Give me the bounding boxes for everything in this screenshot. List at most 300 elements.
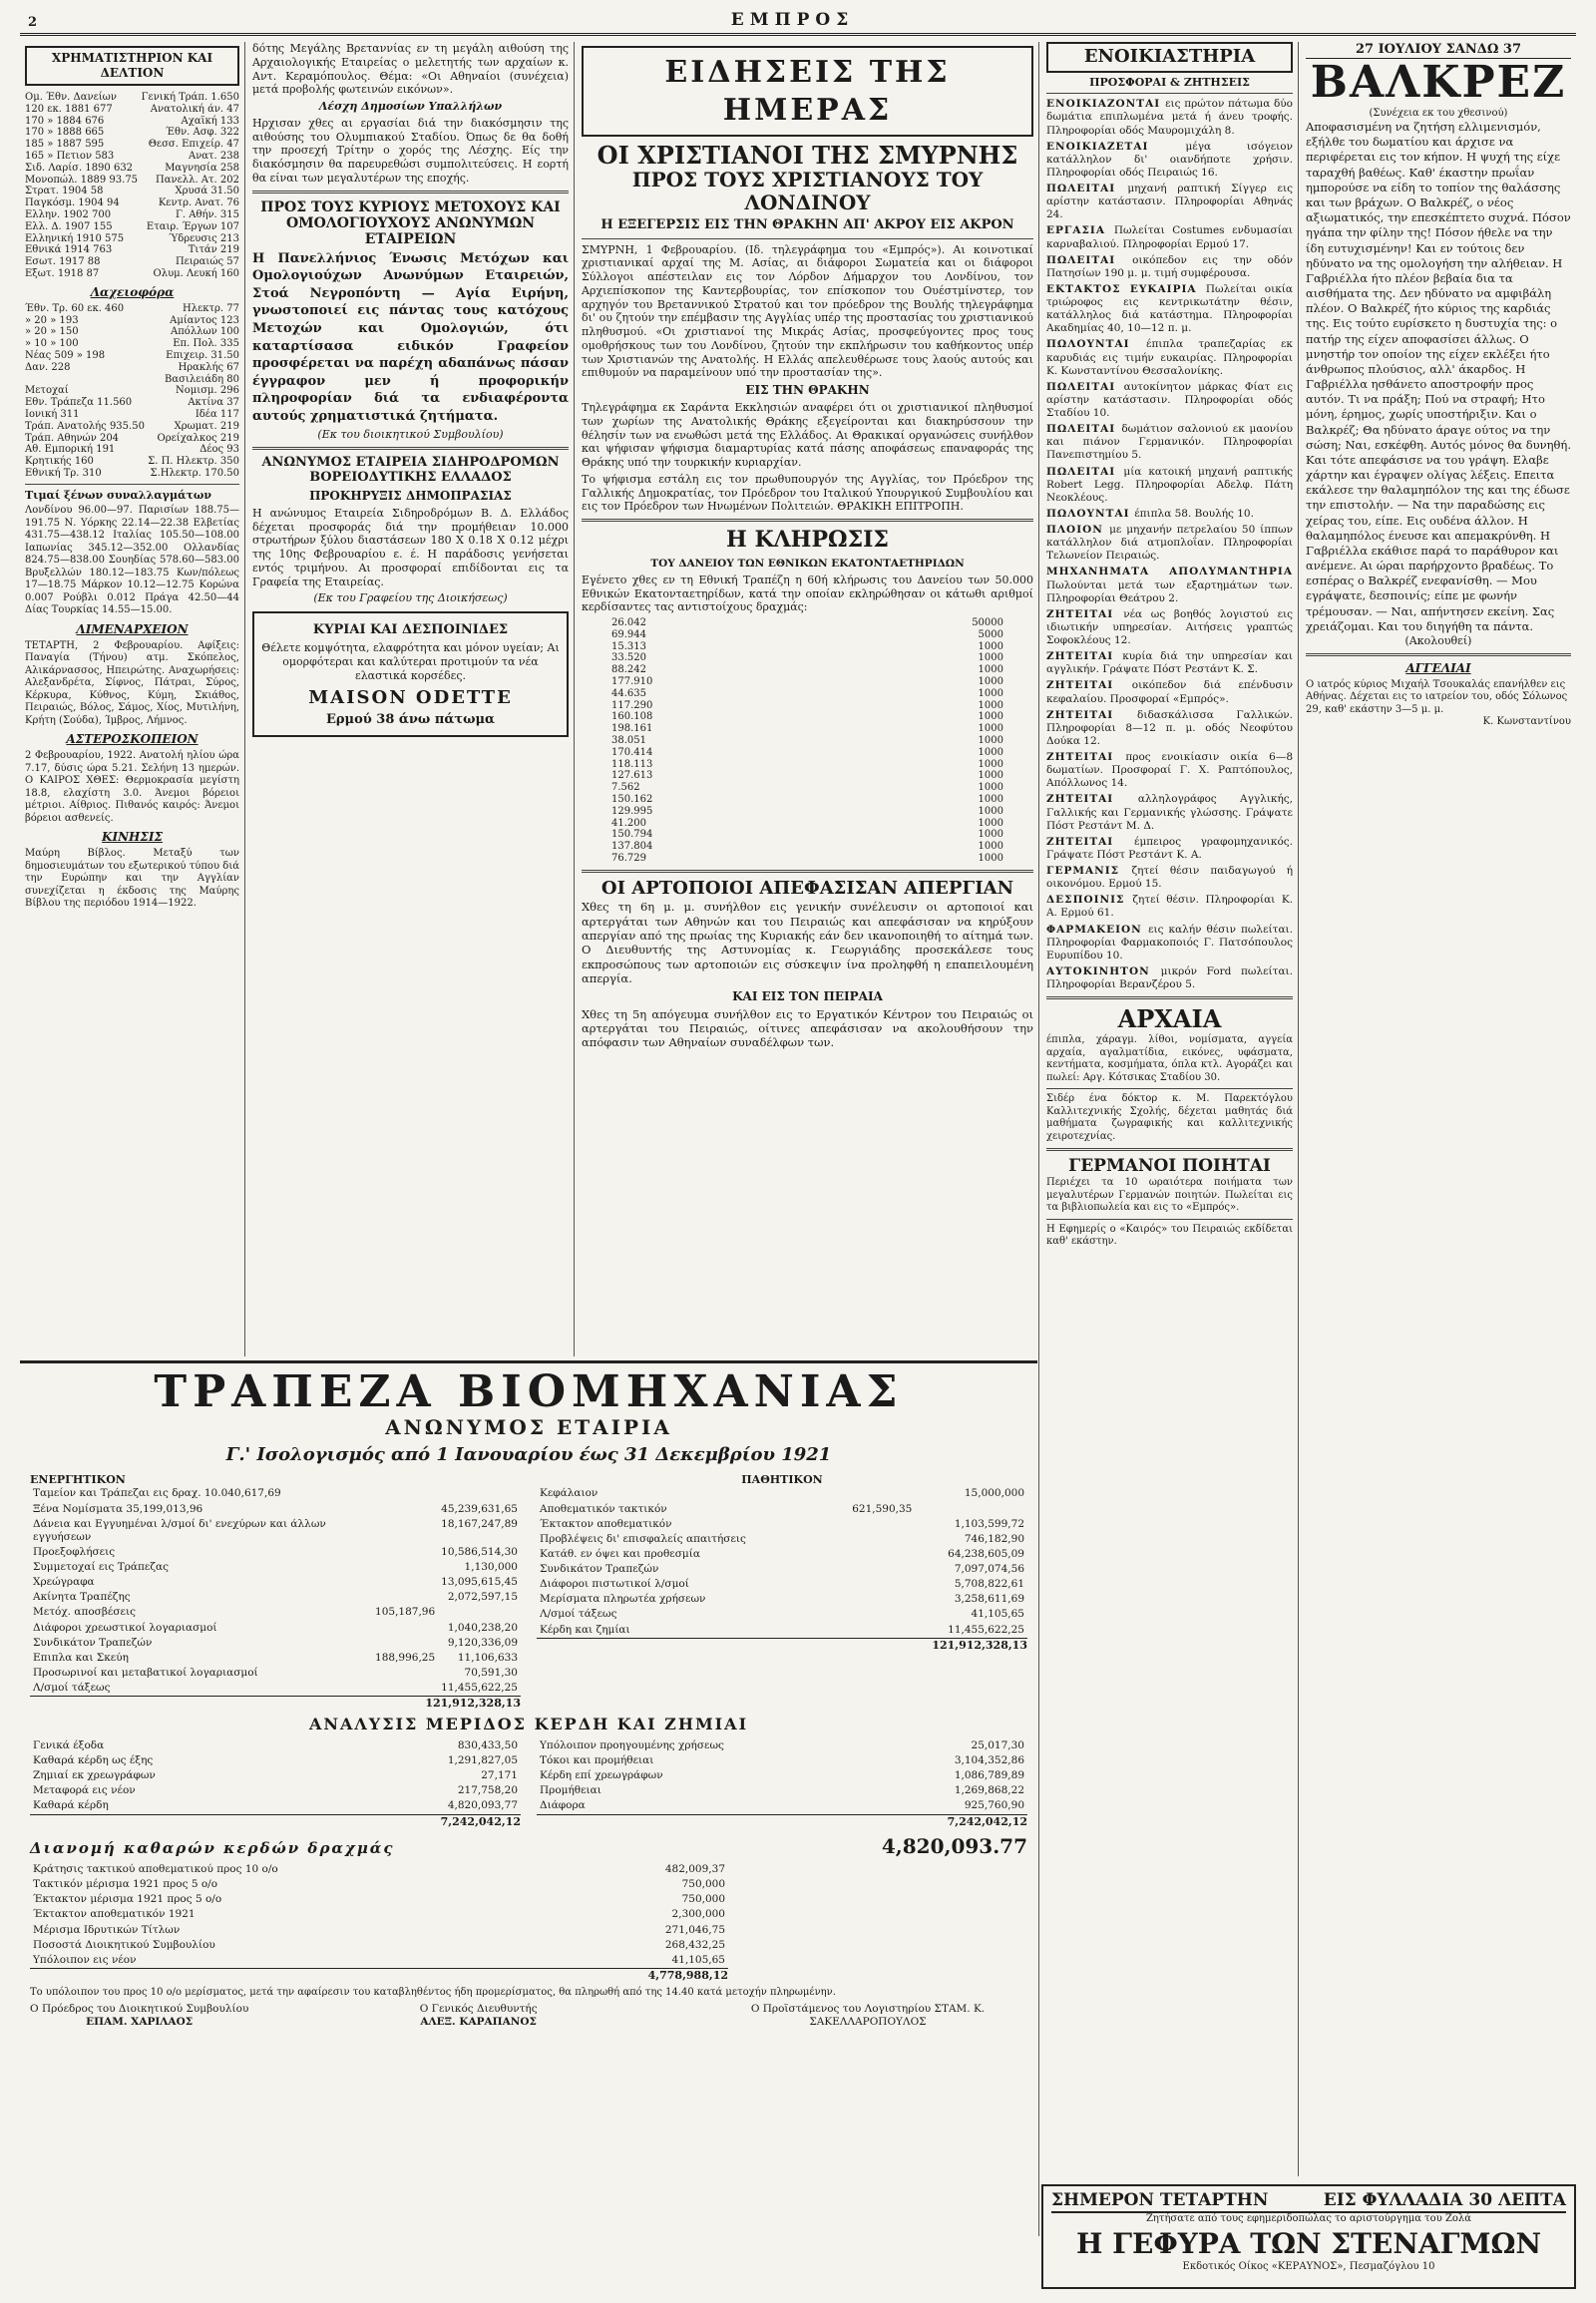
classified-ad-text: οικόπεδον διά επένδυσιν κεφαλαίου. Προσφοραί «Εμπρός». — [1046, 679, 1293, 705]
corset-ad-text: Θέλετε κομψότητα, ελαφρότητα και μόνον υγείαν; Αι ομορφότεραι και καλύτεραι προτιμούν τα νέα ελαστικά κορσέδες. — [261, 641, 560, 682]
classified-ad — [1046, 466, 1293, 505]
lottery-row-cell: 69.944 — [611, 628, 646, 640]
classified-ad-text: έπιπλα 58. Βουλής 10. — [1134, 507, 1254, 520]
classified-ad-title: ΖΗΤΕΙΤΑΙ — [1046, 650, 1123, 663]
classified-ad-title: ΖΗΤΕΙΤΑΙ — [1046, 679, 1132, 692]
lottery-row — [611, 794, 1003, 806]
classifieds-header: ΕΝΟΙΚΙΑΣΤΗΡΙΑ — [1046, 42, 1293, 73]
bond-row-cell: Πανελλ. Ατ. 202 — [156, 174, 239, 186]
distribution-row-cell: Έκτακτον αποθεματικόν 1921 — [33, 1908, 196, 1921]
pl-debit-row — [30, 1798, 521, 1813]
share-row — [25, 362, 239, 374]
pl-debit — [30, 1738, 521, 1828]
classified-ad-title: ΕΡΓΑΣΙΑ — [1046, 224, 1114, 237]
liability-row-cell — [825, 1547, 915, 1562]
lottery-row — [611, 676, 1003, 688]
markets-heading: ΧΡΗΜΑΤΙΣΤΗΡΙΟΝ ΚΑΙ ΔΕΛΤΙΟΝ — [25, 46, 239, 86]
corset-ad-address: Ερμού 38 άνω πάτωμα — [326, 712, 495, 727]
bond-row — [25, 175, 239, 187]
classified-ad-title: ΠΩΛΕΙΤΑΙ — [1046, 183, 1128, 194]
share-prices-list — [25, 303, 239, 480]
asset-row-cell: 9,120,336,09 — [447, 1636, 518, 1649]
bond-row-cell: 170 » 1884 676 — [25, 115, 105, 127]
share-row-cell: Σ.Ηλεκτρ. 170.50 — [150, 467, 239, 479]
bond-row-cell: Εξωτ. 1918 87 — [25, 267, 100, 279]
pl-credit-total: 7,242,042,12 — [537, 1814, 1027, 1829]
lottery-row — [611, 747, 1003, 759]
lottery-row — [611, 664, 1003, 676]
classified-ad — [1046, 608, 1293, 647]
bond-row-cell: Εθνικά 1914 763 — [25, 244, 113, 256]
bond-row-cell: Θεσσ. Επιχείρ. 47 — [148, 139, 239, 151]
antiques-title: ΑΡΧΑΙΑ — [1117, 1004, 1222, 1034]
liabilities-total: 121,912,328,13 — [537, 1638, 1027, 1653]
bond-prices-list — [25, 92, 239, 280]
classified-ad — [1046, 524, 1293, 563]
bridge-ad-date: ΣΗΜΕΡΟΝ ΤΕΤΑΡΤΗΝ — [1051, 2190, 1269, 2210]
bond-row-cell: Τιτάν 219 — [188, 244, 239, 256]
classified-ad — [1046, 183, 1293, 221]
share-row-cell: Ιδέα 117 — [195, 408, 239, 420]
share-row-cell: Επιχειρ. 31.50 — [166, 349, 239, 361]
bakers-text: Χθες τη 6η μ. μ. συνήλθον εις γενικήν συνέλευσιν οι αρτοποιοί και αρτεργάται των Αθηνών και του Πειραιώς και απεφάσισαν να κηρύξουν απεργίαν από της πρωίας της Κυριακής εάν δεν ικανοποιηθή το αίτημά των. Ο Διευθυντής της Αστυνομίας κ. Γεωργιάδης προσεκάλεσε τους εκπροσώπους των αρτοποιών εις σύσκεψιν ίνα προληφθή η επαπειλουμένη απεργία. — [582, 900, 1033, 986]
share-row-cell: Εθνική Τρ. 310 — [25, 467, 102, 479]
classified-ad — [1046, 381, 1293, 420]
bridge-ad-foot: Εκδοτικός Οίκος «ΚΕΡΑΥΝΟΣ», Πεσμαζόγλου 10 — [1182, 2260, 1435, 2272]
bond-row-cell: Μαγνησία 258 — [165, 162, 239, 174]
pl-credit — [537, 1738, 1027, 1828]
lottery-row-cell: 1000 — [978, 723, 1003, 735]
lottery-title: Η ΚΛΗΡΩΣΙΣ — [726, 527, 889, 554]
lottery-row — [611, 652, 1003, 664]
asset-row-cell — [372, 1681, 438, 1696]
liability-row-cell: Αποθεματικόν τακτικόν — [540, 1502, 667, 1515]
liability-row-cell: 7,097,074,56 — [954, 1563, 1024, 1576]
classified-ad-text: νέα ως βοηθός λογιστού εις ιδιωτικήν υπηρεσίαν. Αιτήσεις γραπτώς Σοφοκλέους 12. — [1046, 607, 1294, 646]
asset-row — [30, 1636, 521, 1651]
share-row-cell: Τράπ. Ανατολής 935.50 — [25, 420, 145, 432]
asset-row-cell: Συμμετοχαί εις Τράπεζας — [33, 1561, 169, 1574]
classified-ad-text: Πωλείται οικία τριώροφος εις κεντρικωτάτην θέσιν, κατάλληλος διά κατάστημα. Πληροφορίαι Ακαδημίας 40, 10—12 π. μ. — [1046, 282, 1293, 335]
lottery-text: Εγένετο χθες εν τη Εθνική Τραπέζη η 60ή κλήρωσις του Δανείου των 50.000 Εθνικών Εκατονταετηρίδων, κατά την οποίαν εκληρώθησαν οι κάτωθι αριθμοί κερδίσαντες τας αντιστοίχους δραχμάς: — [582, 573, 1033, 614]
classified-ad — [1046, 751, 1293, 790]
distribution-row — [30, 1953, 728, 1968]
asset-row — [30, 1681, 521, 1696]
distribution-row — [30, 1923, 728, 1938]
lottery-row-cell: 15.313 — [611, 640, 646, 652]
pl-credit-row — [537, 1768, 1027, 1783]
liability-row-cell: Προβλέψεις δι' επισφαλείς απαιτήσεις — [540, 1532, 746, 1545]
pl-debit-row-cell: 4,820,093,77 — [447, 1799, 518, 1812]
liability-row-cell — [825, 1577, 915, 1592]
distribution-row — [30, 1862, 728, 1877]
distribution-row-cell: 750,000 — [681, 1878, 725, 1891]
distribution-row-cell: Κράτησις τακτικού αποθεματικού προς 10 ο/ο — [33, 1863, 278, 1876]
share-row-cell: Ηρακλής 67 — [178, 361, 239, 373]
share-row-cell: Χρωματ. 219 — [174, 420, 239, 432]
classified-ad-title: ΓΕΡΜΑΝΙΣ — [1046, 865, 1132, 877]
lottery-row-cell: 1000 — [978, 793, 1003, 805]
distribution-total: 4,778,988,12 — [30, 1968, 728, 1983]
asset-row-cell: Επιπλα και Σκεύη — [33, 1651, 129, 1664]
asset-row-cell: 1,040,238,20 — [447, 1621, 518, 1634]
lottery-row-cell: 33.520 — [611, 652, 646, 664]
bond-row-cell: Ελλην. 1902 700 — [25, 208, 112, 220]
classified-ad — [1046, 338, 1293, 377]
observatory-text: 2 Φεβρουαρίου, 1922. Ανατολή ηλίου ώρα 7.17, δύσις ώρα 5.21. Σελήνη 13 ημερών. Ο ΚΑΙΡΟΣ ΧΘΕΣ: Θερμοκρασία μεγίστη 18.8, ελαχίστη 3.0. Άνεμοι βόρειοι μέτριοι. Αίθριος. Πιθανός καιρός: Άνεμοι βόρειοι ασθενείς. — [25, 750, 239, 824]
share-row-cell: » 20 » 150 — [25, 326, 79, 338]
port-text: ΤΕΤΑΡΤΗ, 2 Φεβρουαρίου. Αφίξεις: Παναγία (Τήνου) ατμ. Σκόπελος, Αλικάρνασσος, Ηπειρώτης. Αναχωρήσεις: Αλεξανδρέτα, Σίφνος, Πάτραι, Σύρος, Κέρκυρα, Κύθνος, Κύμη, Σκιάθος, Πειραιώς, Βόλος, Σάμος, Χίος, Μυτιλήνη, Κρήτη (Σούδα), Ίμβρος, Λήμνος. — [25, 639, 239, 726]
lottery-row-cell: 1000 — [978, 770, 1003, 782]
bond-row-cell: Ύδρευσις 213 — [169, 232, 239, 244]
liability-row-cell: 1,103,599,72 — [954, 1517, 1024, 1530]
classified-ad-text: εις καλήν θέσιν πωλείται. Πληροφορίαι Φαρμακοποιός Γ. Πατσόπουλος Ευρυπίδου 10. — [1046, 923, 1293, 961]
liability-row-cell: 64,238,605,09 — [948, 1547, 1024, 1560]
bond-row-cell: Παγκόσμ. 1904 94 — [25, 197, 120, 209]
liability-row-cell: Συνδικάτον Τραπεζών — [540, 1563, 659, 1576]
asset-row-cell: 45,239,631,65 — [441, 1502, 518, 1515]
lottery-row-cell: 1000 — [978, 829, 1003, 841]
kairos-epilogue: Η Εφημερίς ο «Καιρός» του Πειραιώς εκδίδεται καθ' εκάστην. — [1046, 1223, 1293, 1248]
classified-ad-text: αυτοκίνητον μάρκας Φίατ εις αρίστην κατάστασιν. Πληροφορίαι οδός Σταδίου 10. — [1046, 380, 1293, 419]
observatory-heading: ΑΣΤΕΡΟΣΚΟΠΕΙΟΝ — [66, 732, 199, 747]
distribution-row-cell: Υπόλοιπον εις νέον — [33, 1953, 137, 1966]
asset-row-cell: Προεξοφλήσεις — [33, 1545, 116, 1558]
bond-row-cell: Εσωτ. 1917 88 — [25, 256, 101, 268]
share-row — [25, 409, 239, 421]
liability-row — [537, 1486, 1027, 1501]
bank-footnote: Το υπόλοιπον του προς 10 ο/ο μερίσματος, μετά την αφαίρεσιν του καταβληθέντος ήδη προμερίσματος, θα πληρωθή από της 14.40 κατά μετοχήν πληρωμένην. — [30, 1986, 836, 1998]
column-markets — [20, 42, 245, 1356]
lottery-subtitle: ΤΟΥ ΔΑΝΕΙΟΥ ΤΩΝ ΕΘΝΙΚΩΝ ΕΚΑΤΟΝΤΑΕΤΗΡΙΔΩΝ — [650, 557, 965, 570]
liability-row — [537, 1562, 1027, 1577]
lottery-row-cell: 1000 — [978, 664, 1003, 676]
lottery-row-cell: 1000 — [978, 734, 1003, 746]
asset-row-cell: 10,586,514,30 — [441, 1545, 518, 1558]
railway-notice-sign: (Εκ του Γραφείου της Διοικήσεως) — [313, 591, 508, 605]
bond-row-cell: Στρατ. 1904 58 — [25, 186, 104, 197]
thrace-story-cont: Το ψήφισμα εστάλη εις τον πρωθυπουργόν της Αγγλίας, τον Πρόεδρον της Γαλλικής Δημοκρατίας, τον Πρόεδρον του Ιταλικού Υπουργικού Συμβουλίου και εις τον Πρόεδρον των Ηνωμένων Πολιτειών. ΘΡΑΚΙΚΗ ΕΠΙΤΡΟΠΗ. — [582, 472, 1033, 514]
asset-row-cell — [372, 1486, 438, 1501]
classified-ad-text: μηχανή ραπτική Σίγγερ εις αρίστην κατάστασιν. Πληροφορίαι Αθηνάς 24. — [1046, 183, 1293, 221]
share-row-cell: Δαν. 228 — [25, 361, 71, 373]
pl-credit-row-cell: 925,760,90 — [964, 1799, 1024, 1812]
share-row — [25, 374, 239, 386]
asset-row — [30, 1590, 521, 1605]
asset-row-cell: Ακίνητα Τραπέζης — [33, 1591, 131, 1604]
share-row-cell: Βασιλειάδη 80 — [165, 373, 239, 385]
asset-row — [30, 1560, 521, 1575]
asset-row-cell — [372, 1621, 438, 1636]
distribution-row-cell: 750,000 — [681, 1893, 725, 1906]
column-notices — [247, 42, 575, 1356]
lottery-row — [611, 617, 1003, 629]
liability-row — [537, 1532, 1027, 1547]
pl-credit-row-cell: 1,086,789,89 — [954, 1769, 1024, 1782]
share-row-cell: Νομισμ. 296 — [176, 385, 239, 397]
bank-subtitle: ΑΝΩΝΥΜΟΣ ΕΤΑΙΡΙΑ — [385, 1415, 672, 1440]
classified-ad-title: ΠΩΛΕΙΤΑΙ — [1046, 465, 1124, 478]
share-row — [25, 397, 239, 409]
bond-row-cell: Εταιρ. Έργων 107 — [146, 220, 239, 232]
liability-row-cell: Έκτακτον αποθεματικόν — [540, 1517, 672, 1530]
classified-ad — [1046, 650, 1293, 676]
shareholders-notice-title: ΠΡΟΣ ΤΟΥΣ ΚΥΡΙΟΥΣ ΜΕΤΟΧΟΥΣ ΚΑΙ ΟΜΟΛΟΓΙΟΥΧΟΥΣ ΑΝΩΝΥΜΩΝ ΕΤΑΙΡΕΙΩΝ — [260, 198, 561, 247]
share-row — [25, 421, 239, 433]
signature-director-label: Ο Γενικός Διευθυντής — [419, 2003, 538, 2016]
liability-row-cell — [825, 1607, 915, 1622]
distribution-amount: 4,820,093.77 — [881, 1834, 1027, 1859]
classified-ad-title: ΖΗΤΕΙΤΑΙ — [1046, 835, 1135, 848]
bridge-ad-small: Ζητήσατε από τους εφημεριδοπώλας το αριστούργημα του Ζολά — [1145, 2213, 1472, 2225]
thrace-story: Τηλεγράφημα εκ Σαράντα Εκκλησιών αναφέρει ότι οι χριστιανικοί πληθυσμοί των χωρίων της Ανατολικής Θράκης εξεγείρονται και διακηρύσσουν την θέλησίν των να ενωθώσι μετά της Ελλάδος. Αι Θρακικαί οργανώσεις συνήλθον και ψήφισαν ψήφισμα διαμαρτυρίας κατά πάσης αποφάσεως επαναφοράς της Θράκης υπό την τουρκικήν κυριαρχίαν. — [582, 401, 1033, 470]
distribution-row-cell: 2,300,000 — [671, 1908, 725, 1921]
share-row — [25, 444, 239, 456]
newspaper-title: ΕΜΠΡΟΣ — [730, 9, 855, 30]
pl-credit-row-cell: 1,269,868,22 — [954, 1784, 1024, 1797]
asset-row-cell: 188,996,25 — [375, 1651, 436, 1664]
bond-row-cell: Πειραιώς 57 — [175, 256, 239, 268]
bond-row-cell: 120 εκ. 1881 677 — [25, 103, 113, 115]
share-row-cell: » 10 » 100 — [25, 338, 79, 350]
bond-row-cell: Μονοπώλ. 1889 93.75 — [25, 174, 139, 186]
asset-row-cell: Προσωρινοί και μεταβατικοί λογαριασμοί — [33, 1666, 258, 1679]
pl-credit-row-cell: Διάφορα — [540, 1799, 586, 1812]
share-row-cell: Δέος 93 — [200, 444, 239, 456]
classified-ad — [1046, 283, 1293, 336]
distribution-row-cell: Έκτακτον μέρισμα 1921 προς 5 ο/ο — [33, 1893, 222, 1906]
pl-credit-row-cell: Υπόλοιπον προηγουμένης χρήσεως — [540, 1738, 724, 1751]
port-heading: ΛΙΜΕΝΑΡΧΕΙΟΝ — [76, 621, 189, 636]
assets-section — [30, 1473, 521, 1711]
classifieds-subheader: ΠΡΟΣΦΟΡΑΙ & ΖΗΤΗΣΕΙΣ — [1089, 75, 1250, 89]
distribution-row — [30, 1938, 728, 1953]
bond-row — [25, 186, 239, 197]
liabilities-section — [537, 1473, 1027, 1711]
pl-credit-row — [537, 1798, 1027, 1813]
lottery-row-cell: 1000 — [978, 852, 1003, 864]
asset-row-cell: Ξένα Νομίσματα 35,199,013,96 — [33, 1502, 203, 1515]
classified-ad-text: αλληλογράφος Αγγλικής, Γαλλικής και Γερμανικής γλώσσης. Γράψατε Πόστ Ρεστάντ Μ. Δ. — [1046, 793, 1294, 832]
share-row-cell: Ακτίνα 37 — [188, 397, 239, 409]
bank-balance-sheet — [20, 1360, 1037, 2288]
pl-debit-row-cell: Ζημιαί εκ χρεωγράφων — [33, 1769, 156, 1782]
pl-credit-row-cell: Κέρδη επί χρεωγράφων — [540, 1769, 663, 1782]
asset-row-cell — [438, 1605, 521, 1620]
lottery-row — [611, 641, 1003, 653]
signature-president-label: Ο Πρόεδρος του Διοικητικού Συμβουλίου — [30, 2003, 249, 2016]
lottery-row-cell: 1000 — [978, 640, 1003, 652]
share-row — [25, 433, 239, 445]
pl-credit-row-cell: Προμήθειαι — [540, 1784, 601, 1797]
asset-row-cell: Λ/σμοί τάξεως — [33, 1682, 111, 1695]
piraeus-heading: ΚΑΙ ΕΙΣ ΤΟΝ ΠΕΙΡΑΙΑ — [732, 988, 883, 1003]
lottery-row-cell: 150.162 — [611, 793, 653, 805]
lottery-row-cell: 117.290 — [611, 699, 653, 711]
lottery-row — [611, 723, 1003, 735]
classified-ad-text: ζητεί θέσιν παιδαγωγού ή οικονόμου. Ερμού 15. — [1046, 865, 1293, 891]
pl-debit-row — [30, 1783, 521, 1798]
intro-text: δότης Μεγάλης Βρεταννίας εν τη μεγάλη αιθούση της Αρχαιολογικής Εταιρείας ο μελετητής των αρχαίων κ. Αντ. Κεραμόπουλος. Θέμα: «Οι Αθηναίοι (συνέχεια) μετά προβολής φωτεινών εικόνων». — [252, 42, 569, 97]
bond-row — [25, 197, 239, 209]
fx-text: Λονδίνου 96.00—97. Παρισίων 188.75—191.75 Ν. Υόρκης 22.14—22.38 Ελβετίας 431.75—438.12 Ιταλίας 105.50—108.00 Ιαπωνίας 345.12—352.00 Ολλανδίας 824.75—838.00 Σουηδίας 578.60—583.00 Βρυξελλών 180.12—183.75 Κων/πόλεως 17—18.75 Μάρκον 10.12—12.75 Κορώνα 0.007 Ρούβλι 0.012 Πράγα 42.50—44 Δίας Τουρκίας 14.55—15.00. — [25, 505, 239, 616]
distribution-row-cell: Ποσοστά Διοικητικού Συμβουλίου — [33, 1938, 215, 1951]
asset-row-cell: Δάνεια και Εγγυημέναι λ/σμοί δι' ενεχύρων και άλλων εγγυήσεων — [33, 1517, 326, 1543]
asset-row-cell: 70,591,30 — [464, 1666, 518, 1679]
liability-row-cell: Διάφοροι πιστωτικοί λ/σμοί — [540, 1578, 689, 1591]
asset-row-cell — [372, 1502, 438, 1517]
bond-row-cell: 185 » 1887 595 — [25, 139, 105, 151]
asset-row-cell: 18,167,247,89 — [441, 1517, 518, 1530]
liability-row — [537, 1577, 1027, 1592]
liability-row-cell: 3,258,611,69 — [954, 1593, 1024, 1606]
asset-row — [30, 1666, 521, 1681]
bond-row — [25, 116, 239, 128]
share-row-cell: Κρητικής 160 — [25, 456, 94, 468]
signature-accountant: Ο Προϊστάμενος του Λογιστηρίου ΣΤΑΜ. Κ. ΣΑΚΕΛΛΑΡΟΠΟΥΛΟΣ — [750, 2003, 986, 2029]
lottery-row-cell: 50000 — [972, 617, 1003, 629]
share-row — [25, 303, 239, 315]
bond-row — [25, 256, 239, 268]
classified-ad-text: κυρία διά την υπηρεσίαν και αγγλικήν. Γράψατε Πόστ Ρεστάντ Κ. Σ. — [1046, 650, 1294, 676]
liability-row-cell: Κεφάλαιον — [540, 1487, 598, 1500]
thrace-heading: ΕΙΣ ΤΗΝ ΘΡΑΚΗΝ — [745, 383, 870, 398]
lottery-row — [611, 770, 1003, 782]
bond-row — [25, 209, 239, 221]
liability-row — [537, 1592, 1027, 1607]
corset-ad-title: ΚΥΡΙΑΙ ΚΑΙ ΔΕΣΠΟΙΝΙΔΕΣ — [312, 622, 509, 638]
share-row-cell: Έθν. Τρ. 60 εκ. 460 — [25, 302, 125, 314]
lottery-row-cell: 41.200 — [611, 817, 646, 829]
corset-ad-brand: MAISON ODETTE — [308, 687, 513, 709]
bridge-of-sighs-ad — [1041, 2184, 1576, 2289]
lottery-row-cell: 1000 — [978, 805, 1003, 817]
bond-row-cell: Ομ. Έθν. Δανείων — [25, 92, 117, 103]
asset-row — [30, 1575, 521, 1590]
shareholders-notice-sign: (Εκ του διοικητικού Συμβουλίου) — [317, 428, 504, 442]
classified-ad — [1046, 566, 1293, 604]
liability-row-cell: Λ/σμοί τάξεως — [540, 1608, 617, 1621]
pl-debit-row — [30, 1738, 521, 1753]
lottery-row-cell: 1000 — [978, 711, 1003, 723]
classified-ad-title: ΖΗΤΕΙΤΑΙ — [1046, 751, 1126, 763]
classified-ad-text: διδασκάλισσα Γαλλικών. Πληροφορίαι 8—12 π. μ. οδός Νεοφύτου Δούκα 12. — [1046, 708, 1294, 747]
liabilities-heading: ΠΑΘΗΤΙΚΟΝ — [741, 1472, 823, 1486]
classified-ad-title: ΜΗΧΑΝΗΜΑΤΑ ΑΠΟΛΥΜΑΝΤΗΡΙΑ — [1046, 566, 1293, 578]
share-row — [25, 315, 239, 327]
bond-row — [25, 104, 239, 116]
bridge-ad-title: Η ΓΕΦΥΡΑ ΤΩΝ ΣΤΕΝΑΓΜΩΝ — [1075, 2226, 1542, 2260]
liability-row-cell: Κέρδη και ζημίαι — [540, 1623, 630, 1636]
liability-row-cell — [825, 1486, 915, 1501]
liability-row-cell — [825, 1517, 915, 1532]
bond-row-cell: Αχαϊκή 133 — [181, 115, 239, 127]
classified-ad-text: μικρόν Ford πωλείται. Πληροφορίαι Βερανζέρου 5. — [1046, 964, 1294, 990]
classified-ads-list — [1046, 98, 1293, 991]
lottery-row-cell: 1000 — [978, 817, 1003, 829]
asset-row — [30, 1605, 521, 1620]
asset-row — [30, 1621, 521, 1636]
column-classifieds — [1041, 42, 1299, 2176]
page-number: 2 — [28, 14, 38, 30]
bond-row-cell: 165 » Πετιον 583 — [25, 150, 115, 162]
share-row-cell: Επ. Πολ. 335 — [173, 338, 239, 350]
classified-ad — [1046, 709, 1293, 748]
balance-title: Γ.' Ισολογισμός από 1 Ιανουαρίου έως 31 Δεκεμβρίου 1921 — [225, 1444, 832, 1466]
bakers-title: ΟΙ ΑΡΤΟΠΟΙΟΙ ΑΠΕΦΑΣΙΣΑΝ ΑΠΕΡΓΙΑΝ — [600, 877, 1014, 899]
lottery-row-cell: 1000 — [978, 699, 1003, 711]
headline-subhead: Η ΕΞΕΓΕΡΣΙΣ ΕΙΣ ΤΗΝ ΘΡΑΚΗΝ ΑΠ' ΑΚΡΟΥ ΕΙΣ ΑΚΡΟΝ — [600, 217, 1014, 233]
railway-notice-sub: ΠΡΟΚΗΡΥΞΙΣ ΔΗΜΟΠΡΑΣΙΑΣ — [309, 488, 512, 503]
lottery-row-cell: 88.242 — [611, 664, 646, 676]
lottery-row-cell: 1000 — [978, 676, 1003, 687]
liability-row-cell — [825, 1532, 915, 1547]
lottery-row-cell: 76.729 — [611, 852, 646, 864]
liability-row-cell: Κατάθ. εν όψει και προθεσμία — [540, 1547, 700, 1560]
classified-ad-title: ΑΥΤΟΚΙΝΗΤΟΝ — [1046, 964, 1161, 977]
liability-row — [537, 1547, 1027, 1562]
lottery-row — [611, 806, 1003, 818]
masthead — [20, 9, 1576, 36]
asset-row-cell — [372, 1666, 438, 1681]
announcements-text: Ο ιατρός κύριος Μιχαήλ Τσουκαλάς επανήλθεν εις Αθήνας. Δέχεται εις το ιατρείον του, οδός Σόλωνος 29, καθ' εκάστην 3—5 μ. μ. — [1306, 678, 1568, 715]
asset-row-cell: 1,130,000 — [464, 1561, 518, 1574]
lottery-row-cell: 198.161 — [611, 723, 653, 735]
share-row — [25, 326, 239, 338]
share-row-cell: Ορείχαλκος 219 — [157, 432, 239, 444]
liability-row — [537, 1607, 1027, 1622]
asset-row-cell — [438, 1486, 521, 1501]
classified-ad — [1046, 508, 1293, 521]
pl-title: ΑΝΑΛΥΣΙΣ ΜΕΡΙΔΟΣ ΚΕΡΔΗ ΚΑΙ ΖΗΜΙΑΙ — [308, 1714, 749, 1733]
classified-ad — [1046, 965, 1293, 991]
bond-row-cell: Ανατ. 238 — [188, 150, 239, 162]
asset-row-cell — [372, 1560, 438, 1575]
lottery-row-cell: 127.613 — [611, 770, 653, 782]
corset-ad — [252, 611, 569, 737]
share-row-cell: Μετοχαί — [25, 385, 69, 397]
classified-ad-text: ζητεί θέσιν. Πληροφορίαι Κ. Α. Ερμού 61. — [1046, 894, 1294, 920]
signature-director-name: ΑΛΕΞ. ΚΑΡΑΠΑΝΟΣ — [420, 2016, 537, 2029]
asset-row-cell — [372, 1517, 438, 1545]
headline-secondary: ΠΡΟΣ ΤΟΥΣ ΧΡΙΣΤΙΑΝΟΥΣ ΤΟΥ ΛΟΝΔΙΝΟΥ — [631, 168, 984, 215]
share-row-cell: Αθ. Εμπορική 191 — [25, 444, 116, 456]
distribution-row-cell: 41,105,65 — [671, 1953, 725, 1966]
shareholders-notice-text: Η Πανελλήνιος Ένωσις Μετόχων και Ομολογιούχων Ανωνύμων Εταιρειών, Στοά Νεγροπόντη — Αγία Ειρήνη, γνωστοποιεί εις πάντας τους κατόχους Μετοχών και Ομολογιών, ότι καταρτίσασα ειδικόν Γραφείον προσφέρεται να παρέχη αδαπάνως πάσαν έγγραφον μεν ή προφορικήν πληροφορίαν διά τα ενδιαφέροντα αυτούς χρηματιστικά ζητήματα. — [252, 250, 569, 424]
bank-title: ΤΡΑΠΕΖΑ ΒΙΟΜΗΧΑΝΙΑΣ — [154, 1366, 904, 1417]
pl-debit-row-cell: 217,758,20 — [457, 1784, 518, 1797]
classified-ad-text: Πωλείται Costumes ενδυμασίαι καρναβαλιού. Πληροφορίαι Ερμού 17. — [1046, 224, 1293, 250]
asset-row-cell: Μετόχ. αποσβέσεις — [33, 1606, 136, 1619]
classified-ad — [1046, 924, 1293, 962]
lottery-bonds-heading: Λαχειοφόρα — [90, 284, 175, 299]
lottery-row — [611, 759, 1003, 771]
liability-row — [537, 1623, 1027, 1638]
classified-ad-title: ΖΗΤΕΙΤΑΙ — [1046, 607, 1124, 620]
share-row-cell: Νέας 509 » 198 — [25, 349, 106, 361]
smyrna-story: ΣΜΥΡΝΗ, 1 Φεβρουαρίου. (Ιδ. τηλεγράφημα του «Εμπρός»). Αι κοινοτικαί χριστιανικαί αρχαί της Μ. Ασίας, αι διάφοροι Σωματεία και οι διάφοροι Σύλλογοι απέστειλαν εις τον Λόρδον Δήμαρχον του Λονδίνου, τον Αρχιεπίσκοπον της Καντερβουρίας, τον επίσκοπον του Ουέστμίνστερ, τον αρχηγόν του Βρεταννικού Στρατού και τον πρόεδρον της Βουλής τηλεγράφημα δι' ου ζητούν την επέμβασιν της Αγγλίας υπέρ της προστασίας του χριστιανικού πληθυσμού. «Οι χριστιανοί της Μικράς Ασίας, προσφεύγοντες προς τους ομοθρήσκους των του Λονδίνου, ζητούν την εκπλήρωσιν του καθήκοντος υπέρ των Χριστιανών της Ανατολής. Η Ελλάς απελευθέρωσε τους λαούς αυτούς και επιθυμούν να παραμείνουν υπό την προστασίαν της». — [582, 242, 1033, 380]
classified-ad-title: ΔΕΣΠΟΙΝΙΣ — [1046, 894, 1133, 907]
bond-row — [25, 268, 239, 280]
classified-ad — [1046, 423, 1293, 462]
bond-row-cell: Χρυσά 31.50 — [175, 186, 239, 197]
lottery-results — [582, 617, 1033, 865]
bond-row-cell: Γενική Τράπ. 1.650 — [141, 92, 239, 103]
lottery-row-cell: 44.635 — [611, 687, 646, 699]
announcements-heading: ΑΓΓΕΛΙΑΙ — [1405, 660, 1471, 675]
pl-debit-row-cell: Καθαρά κέρδη — [33, 1799, 109, 1812]
liability-row — [537, 1517, 1027, 1532]
